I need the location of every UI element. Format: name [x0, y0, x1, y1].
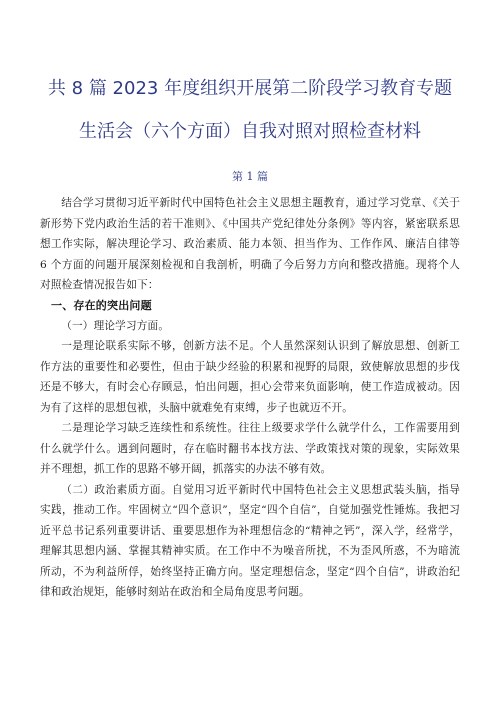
piece-label: 第 1 篇: [232, 170, 268, 183]
document-title-line-1: 共 8 篇 2023 年度组织开展第二阶段学习教育专题: [47, 78, 453, 99]
section-heading: 一、存在的突出问题: [51, 298, 152, 312]
paragraph-theory-1: 一是理论联系实际不够，创新方法不足。个人虽然深刻认识到了解放思想、创新工作方法的重要性和必要性，但由于缺少经验的积累和视野的局限，致使解放思想的步伐还是不够大，有时会心存顾忌，怕出问题，担心会带来负面影响，使工作造成被动。因为有了这样的思想包袱，头脑中就难免有束缚，步子也就迈不开。: [40, 340, 460, 414]
intro-paragraph: 结合学习贯彻习近平新时代中国特色社会主义思想主题教育，通过学习党章、《关于新形势下党内政治生活的若干准则》、《中国共产党纪律处分条例》等内容，紧密联系思想工作实际，解决理论学习、政治素质、能力本领、担当作为、工作作风、廉洁自律等 6 个方面的问题开展深刻检视和自我剖析，明确了今后努力方向和整改措施。现将个人对照检查情况报告如下：: [40, 197, 460, 291]
document-body: [40, 170, 460, 603]
subsection-heading: （一）理论学习方面。: [61, 319, 170, 332]
document-title-line-2: 生活会（六个方面）自我对照对照检查材料: [79, 121, 421, 142]
paragraph-theory-2: 二是理论学习缺乏连续性和系统性。往往上级要求学什么就学什么，工作需要用到什么就学什么。遇到问题时，存在临时翻书本找方法、学政策找对策的现象，实际效果并不理想，抓工作的思路不够开阔，抓落实的办法不够有效。: [40, 422, 460, 475]
paragraph-political: （二）政治素质方面。自觉用习近平新时代中国特色社会主义思想武装头脑，指导实践，推动工作。牢固树立“四个意识”，坚定“四个自信”，自觉加强党性锤炼。我把习近平总书记系列重要讲话、重要思想作为补理想信念的“精神之钙”，深入学，经常学，理解其思想内涵、掌握其精神实质。在工作中不为噪音所扰，不为歪风所惑，不为暗流所动，不为利益所俘，始终坚持正确方向。坚定理想信念，坚定“四个自信”，讲政治纪律和政治规矩，能够时刻站在政治和全局角度思考问题。: [40, 483, 460, 598]
